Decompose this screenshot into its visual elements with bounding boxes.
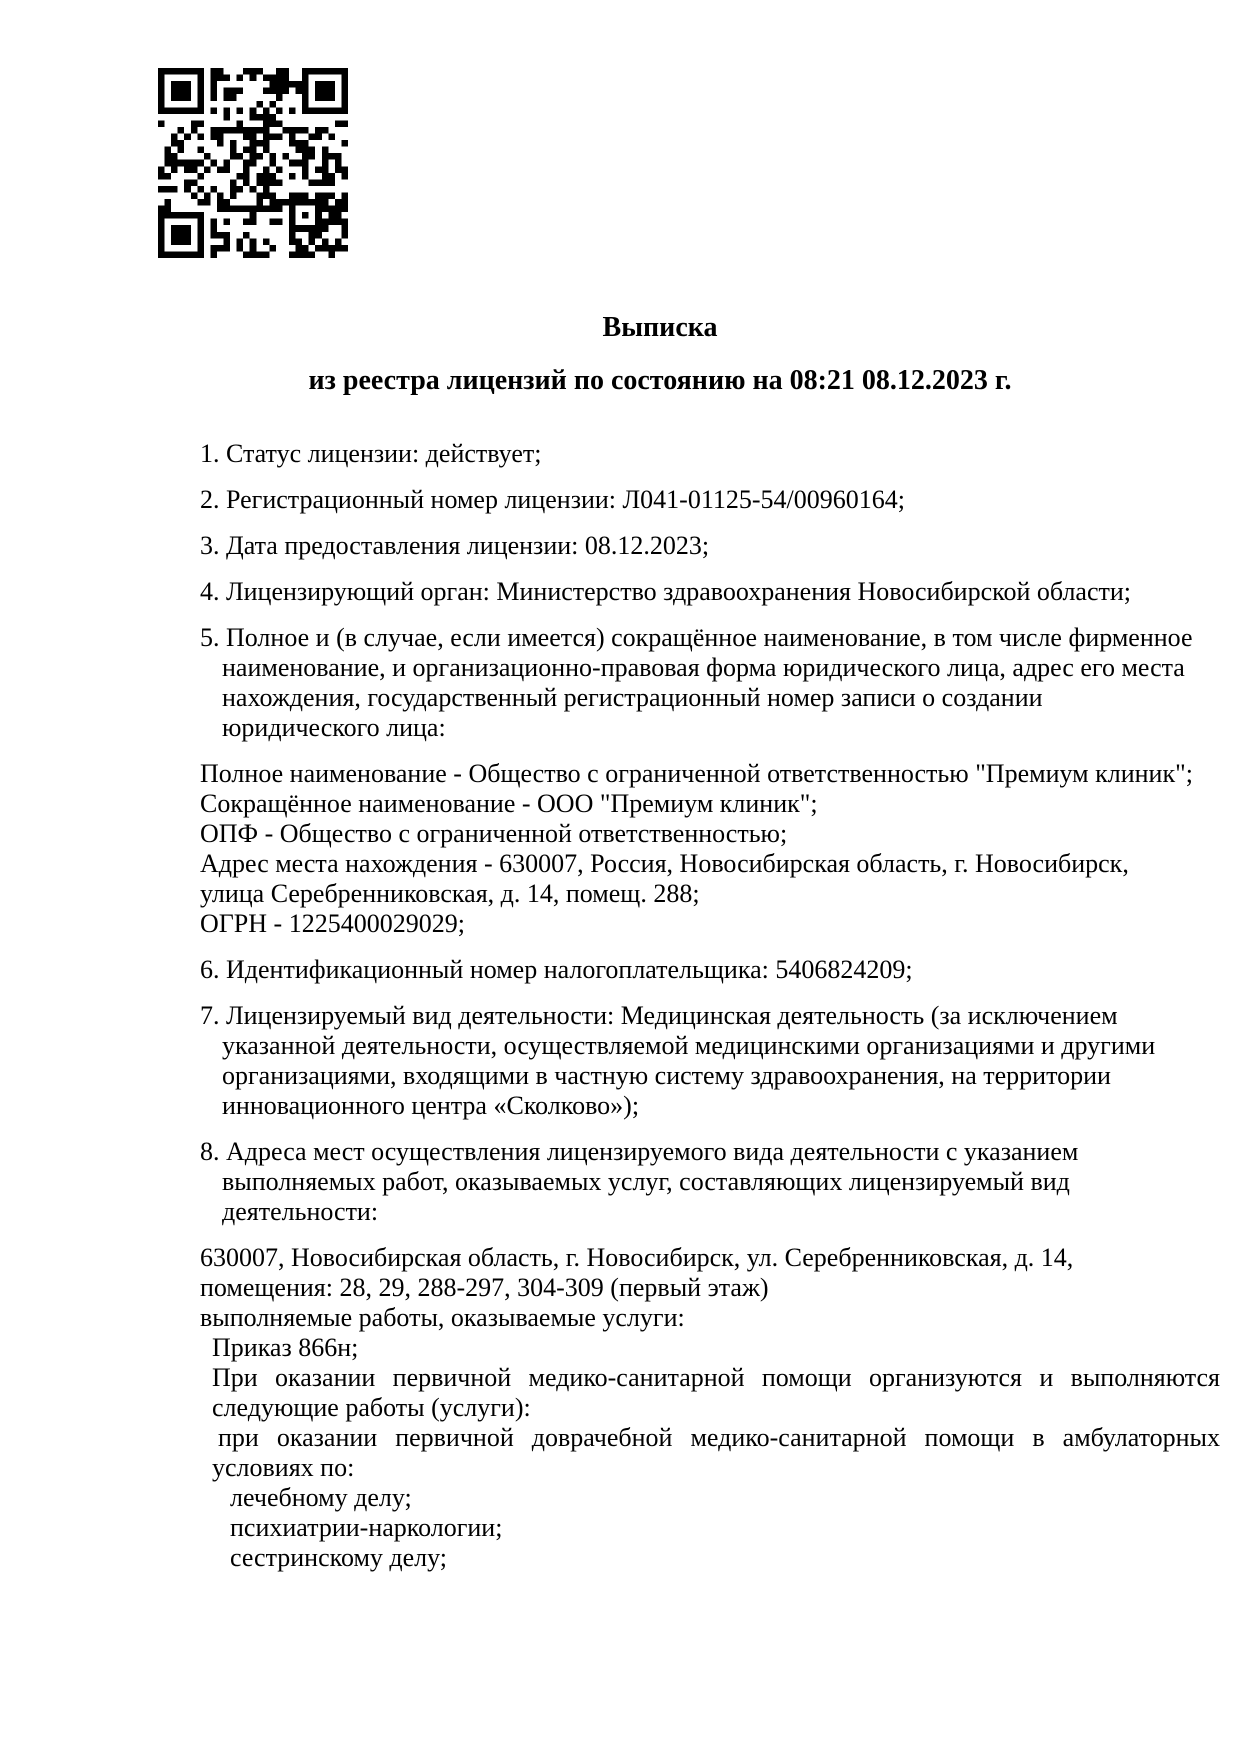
text-line: 6. Идентификационный номер налогоплательщика: 5406824209; — [200, 955, 913, 984]
text-line: ОПФ - Общество с ограниченной ответственностью; — [200, 819, 788, 848]
license-status-item — [200, 439, 1220, 469]
text-line: организациями, входящими в частную систему здравоохранения, на территории — [222, 1061, 1111, 1090]
text-line: юридического лица: — [222, 713, 446, 742]
licensed-activity-item — [200, 1001, 1220, 1121]
license-date-item — [200, 531, 1220, 561]
text-line: Полное наименование - Общество с ограниченной ответственностью "Премиум клиник"; — [200, 759, 1193, 788]
text-line: выполняемые работы, оказываемые услуги: — [200, 1303, 685, 1332]
document-body — [200, 439, 1220, 1573]
text-line: инновационного центра «Сколково»); — [222, 1091, 640, 1120]
text-line: при оказании первичной доврачебной медико-санитарной помощи в амбулаторных — [218, 1423, 1220, 1452]
taxpayer-number-item — [200, 955, 1220, 985]
registration-number-item — [200, 485, 1220, 515]
text-line: лечебному делу; — [230, 1483, 412, 1512]
page-title: Выписка — [602, 312, 718, 343]
legal-entity-name-item — [200, 623, 1220, 743]
text-line: 5. Полное и (в случае, если имеется) сокращённое наименование, в том числе фирменное — [200, 623, 1193, 652]
text-line: 3. Дата предоставления лицензии: 08.12.2023; — [200, 531, 710, 560]
organization-details-block — [200, 759, 1220, 939]
text-line: При оказании первичной медико-санитарной помощи организуются и выполняются — [212, 1363, 1220, 1392]
text-line: 7. Лицензируемый вид деятельности: Медицинская деятельность (за исключением — [200, 1001, 1118, 1030]
licensing-authority-item — [200, 577, 1220, 607]
text-line: деятельности: — [222, 1197, 379, 1226]
text-line: 1. Статус лицензии: действует; — [200, 439, 542, 468]
text-line: сестринскому делу; — [230, 1543, 448, 1572]
text-line: Адрес места нахождения - 630007, Россия, Новосибирская область, г. Новосибирск, — [200, 849, 1129, 878]
address-and-services-block — [200, 1243, 1220, 1573]
text-line: помещения: 28, 29, 288-297, 304-309 (первый этаж) — [200, 1273, 769, 1302]
text-line: улица Серебренниковская, д. 14, помещ. 288; — [200, 879, 700, 908]
page-subtitle: из реестра лицензий по состоянию на 08:21 08.12.2023 г. — [308, 365, 1012, 396]
text-line: указанной деятельности, осуществляемой медицинскими организациями и другими — [222, 1031, 1156, 1060]
text-line: условиях по: — [212, 1453, 355, 1482]
text-line: Сокращённое наименование - ООО "Премиум клиник"; — [200, 789, 818, 818]
text-line: 630007, Новосибирская область, г. Новосибирск, ул. Серебренниковская, д. 14, — [200, 1243, 1074, 1272]
text-line: психиатрии-наркологии; — [230, 1513, 503, 1542]
qr-code-icon — [158, 68, 348, 258]
activity-addresses-item — [200, 1137, 1220, 1227]
text-line: 2. Регистрационный номер лицензии: Л041-01125-54/00960164; — [200, 485, 905, 514]
text-line: 4. Лицензирующий орган: Министерство здравоохранения Новосибирской области; — [200, 577, 1131, 606]
text-line: следующие работы (услуги): — [212, 1393, 531, 1422]
text-line: наименование, и организационно-правовая форма юридического лица, адрес его места — [222, 653, 1185, 682]
text-line: ОГРН - 1225400029029; — [200, 909, 465, 938]
text-line: 8. Адреса мест осуществления лицензируемого вида деятельности с указанием — [200, 1137, 1079, 1166]
text-line: нахождения, государственный регистрационный номер записи о создании — [222, 683, 1043, 712]
text-line: выполняемых работ, оказываемых услуг, составляющих лицензируемый вид — [222, 1167, 1070, 1196]
text-line: Приказ 866н; — [212, 1333, 359, 1362]
